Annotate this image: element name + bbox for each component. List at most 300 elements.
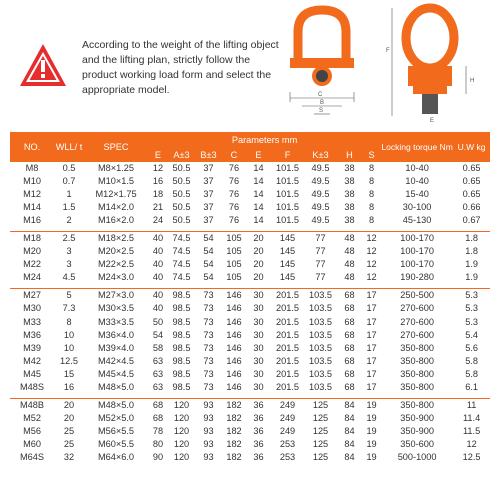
table-cell: 103.5 <box>309 342 332 353</box>
table-cell: 201.5 <box>276 355 299 366</box>
table-cell: 19 <box>366 438 377 449</box>
table-cell: 103.5 <box>309 329 332 340</box>
table-cell: 77 <box>315 246 326 257</box>
table-row <box>10 329 490 342</box>
table-cell: M36×4.0 <box>97 329 134 340</box>
table-cell: 77 <box>315 233 326 244</box>
table-cell: 1.8 <box>465 233 478 244</box>
table-cell: 125 <box>312 399 329 410</box>
table-row <box>10 342 490 355</box>
table-cell: 20 <box>63 399 75 410</box>
table-cell: 68 <box>344 303 355 314</box>
table-cell: M48S <box>19 381 44 392</box>
table-cell: 36 <box>253 425 264 436</box>
table-cell: 21 <box>152 202 164 213</box>
table-cell: 76 <box>228 202 240 213</box>
table-cell: 103.5 <box>309 368 332 379</box>
table-cell: 50.5 <box>172 189 191 200</box>
subheader-param: C <box>222 148 246 162</box>
table-cell: 190-280 <box>400 272 434 283</box>
table-cell: M52 <box>23 412 41 423</box>
table-cell: 500-1000 <box>397 452 437 462</box>
header-area <box>0 0 500 128</box>
table-cell: 20 <box>253 259 264 270</box>
table-cell: 37 <box>203 189 214 200</box>
table-cell: M42 <box>23 355 41 366</box>
table-cell: 73 <box>203 316 214 327</box>
table-cell: 38 <box>344 176 355 187</box>
table-cell: 84 <box>344 438 355 449</box>
table-cell: M20 <box>23 246 41 257</box>
table-cell: 30 <box>253 303 264 314</box>
subheader-param: E <box>246 148 271 162</box>
subheader-param: B±3 <box>195 148 222 162</box>
table-cell: M18×2.5 <box>97 233 134 244</box>
table-cell: 103.5 <box>309 316 332 327</box>
table-cell: 17 <box>366 290 377 301</box>
table-cell: 1.8 <box>465 246 478 257</box>
table-row <box>10 245 490 258</box>
table-cell: 253 <box>279 438 296 449</box>
table-cell: 103.5 <box>309 290 332 301</box>
table-cell: 78 <box>152 425 164 436</box>
table-cell: 350-900 <box>400 425 434 436</box>
table-cell: 5.8 <box>465 355 478 366</box>
table-cell: 120 <box>173 452 190 462</box>
table-cell: 30 <box>253 381 264 392</box>
table-cell: M60 <box>23 438 41 449</box>
table-cell: 201.5 <box>276 303 299 314</box>
table-cell: M24 <box>23 272 41 283</box>
table-cell: 54 <box>203 259 214 270</box>
table-cell: 98.5 <box>172 342 191 353</box>
table-cell: 100-170 <box>400 233 434 244</box>
table-cell: 38 <box>344 163 355 174</box>
table-row <box>10 316 490 329</box>
subheader-param: E <box>148 148 168 162</box>
table-cell: 14 <box>253 189 264 200</box>
table-cell: 182 <box>226 425 242 436</box>
table-cell: 350-800 <box>400 355 434 366</box>
table-cell: M60×5.5 <box>97 438 134 449</box>
diagram-label-h: H <box>470 78 475 84</box>
table-cell: 146 <box>226 316 242 327</box>
table-cell: 3 <box>66 259 72 270</box>
table-cell: 5.6 <box>465 342 478 353</box>
table-cell: 68 <box>344 329 355 340</box>
table-cell: 11.5 <box>463 425 481 436</box>
table-cell: M20×2.5 <box>97 246 134 257</box>
table-cell: 10 <box>63 342 75 353</box>
table-cell: 30 <box>253 316 264 327</box>
table-cell: 15-40 <box>405 189 429 200</box>
table-cell: 98.5 <box>172 329 191 340</box>
table-cell: 1.9 <box>465 272 478 283</box>
table-cell: 49.5 <box>311 189 330 200</box>
table-cell: 103.5 <box>309 355 332 366</box>
table-cell: 8 <box>66 316 72 327</box>
subheader-param: A±3 <box>168 148 195 162</box>
table-row <box>10 302 490 315</box>
table-row <box>10 201 490 214</box>
specification-table <box>10 132 490 464</box>
table-cell: 120 <box>173 438 190 449</box>
table-cell: 350-800 <box>400 368 434 379</box>
table-cell: 249 <box>279 425 296 436</box>
table-cell: M27 <box>23 290 41 301</box>
table-row <box>10 412 490 425</box>
table-cell: 120 <box>173 425 190 436</box>
table-cell: 182 <box>226 438 242 449</box>
table-cell: 17 <box>366 342 377 353</box>
table-cell: 24 <box>152 215 164 226</box>
table-row <box>10 368 490 381</box>
table-cell: 10 <box>63 329 75 340</box>
table-cell: M33×3.5 <box>97 316 134 327</box>
table-cell: 54 <box>203 272 214 283</box>
table-cell: 74.5 <box>172 233 191 244</box>
table-cell: 14 <box>253 215 264 226</box>
diagram-label-b: B <box>320 100 325 106</box>
table-cell: 1 <box>66 189 72 200</box>
table-cell: 5.4 <box>465 329 478 340</box>
table-cell: 40 <box>152 259 164 270</box>
table-cell: 25 <box>63 438 75 449</box>
table-cell: 125 <box>312 438 329 449</box>
table-row <box>10 162 490 175</box>
table-cell: 38 <box>344 202 355 213</box>
table-cell: 8 <box>368 215 375 226</box>
table-cell: 146 <box>226 329 242 340</box>
table-cell: M48B <box>19 399 44 410</box>
table-cell: 76 <box>228 176 240 187</box>
table-cell: M56 <box>23 425 41 436</box>
table-cell: 182 <box>226 399 242 410</box>
table-cell: 350-600 <box>400 438 434 449</box>
table-cell: 5.3 <box>465 316 478 327</box>
table-cell: 19 <box>366 452 377 462</box>
table-cell: 73 <box>203 381 214 392</box>
table-cell: 68 <box>344 342 355 353</box>
table-cell: 125 <box>312 452 329 462</box>
table-cell: 7.3 <box>62 303 76 314</box>
table-cell: 8 <box>368 176 375 187</box>
table-cell: 201.5 <box>276 329 299 340</box>
table-cell: M16×2.0 <box>97 215 134 226</box>
table-cell: 50 <box>152 316 164 327</box>
table-cell: 98.5 <box>172 290 191 301</box>
table-cell: 0.7 <box>62 176 76 187</box>
table-cell: 93 <box>203 399 214 410</box>
table-cell: 20 <box>63 412 75 423</box>
diagram-label-f: F <box>386 48 390 54</box>
table-cell: 49.5 <box>311 176 330 187</box>
diagram-label-e: E <box>430 118 435 124</box>
table-cell: 20 <box>253 272 264 283</box>
table-cell: M52×5.0 <box>97 412 134 423</box>
table-cell: 11 <box>466 399 477 410</box>
table-cell: 103.5 <box>309 381 332 392</box>
table-cell: M27×3.0 <box>97 290 134 301</box>
table-cell: 101.5 <box>276 215 299 226</box>
table-cell: 63 <box>152 355 164 366</box>
table-cell: 40 <box>152 303 164 314</box>
table-cell: 36 <box>253 438 264 449</box>
table-cell: M12×1.75 <box>95 189 137 200</box>
table-cell: 38 <box>344 215 355 226</box>
table-cell: 14 <box>253 202 264 213</box>
table-cell: 76 <box>228 163 240 174</box>
table-cell: 93 <box>203 412 214 423</box>
subheader-param: H <box>337 148 362 162</box>
table-row <box>10 398 490 412</box>
table-cell: 249 <box>279 399 296 410</box>
table-cell: 98.5 <box>172 368 191 379</box>
table-cell: 120 <box>173 399 190 410</box>
warning-triangle-icon <box>18 42 68 88</box>
table-cell: 350-900 <box>400 412 434 423</box>
table-cell: M33 <box>23 316 41 327</box>
table-cell: 145 <box>279 272 296 283</box>
table-cell: 30 <box>253 368 264 379</box>
table-cell: 49.5 <box>311 163 330 174</box>
table-cell: M18 <box>23 233 41 244</box>
table-cell: 145 <box>279 246 296 257</box>
table-cell: 54 <box>203 246 214 257</box>
table-row <box>10 258 490 271</box>
table-cell: M8×1.25 <box>97 163 134 174</box>
table-cell: 12 <box>366 246 377 257</box>
table-cell: M14×2.0 <box>97 202 134 213</box>
table-cell: 84 <box>344 425 355 436</box>
table-cell: 201.5 <box>276 381 299 392</box>
table-cell: 105 <box>226 246 242 257</box>
table-cell: 2.5 <box>62 233 76 244</box>
subheader-param: F <box>271 148 304 162</box>
table-cell: 76 <box>228 215 240 226</box>
table-cell: M42×4.5 <box>97 355 134 366</box>
table-cell: 0.67 <box>462 215 481 226</box>
table-cell: 30 <box>253 329 264 340</box>
table-cell: 4.5 <box>62 272 76 283</box>
table-row <box>10 425 490 438</box>
table-cell: 54 <box>152 329 164 340</box>
table-cell: 84 <box>344 412 355 423</box>
table-cell: 58 <box>152 342 164 353</box>
subheader-param: K±3 <box>304 148 337 162</box>
table-cell: M16 <box>23 215 41 226</box>
table-cell: 49.5 <box>311 215 330 226</box>
table-cell: 68 <box>344 368 355 379</box>
table-cell: 74.5 <box>172 272 191 283</box>
table-cell: 36 <box>253 412 264 423</box>
table-cell: 17 <box>366 316 377 327</box>
table-cell: 84 <box>344 399 355 410</box>
table-cell: 201.5 <box>276 342 299 353</box>
table-cell: 73 <box>203 355 214 366</box>
table-cell: 0.65 <box>462 163 481 174</box>
table-cell: M36 <box>23 329 41 340</box>
warning-text: According to the weight of the lifting object and the lifting plan, strictly follow the product working load form and select the appropriate model. <box>82 39 279 96</box>
table-cell: 16 <box>152 176 164 187</box>
table-cell: 77 <box>315 259 326 270</box>
table-row <box>10 451 490 464</box>
table-row <box>10 214 490 227</box>
table-cell: 17 <box>366 329 377 340</box>
table-cell: 73 <box>203 342 214 353</box>
table-cell: 250-500 <box>400 290 434 301</box>
table-cell: 74.5 <box>172 246 191 257</box>
table-cell: 270-600 <box>400 303 434 314</box>
table-cell: 101.5 <box>276 189 299 200</box>
table-row <box>10 438 490 451</box>
table-cell: 350-800 <box>400 399 434 410</box>
subheader-param: S <box>362 148 381 162</box>
table-cell: M10 <box>23 176 41 187</box>
table-cell: 146 <box>226 342 242 353</box>
table-cell: 145 <box>279 259 296 270</box>
header-locking-torque: Locking torque Nm <box>381 132 453 162</box>
table-cell: 105 <box>226 272 242 283</box>
table-cell: 93 <box>203 452 214 462</box>
table-cell: 50.5 <box>172 215 191 226</box>
table-cell: 45-130 <box>402 215 432 226</box>
table-cell: 50.5 <box>172 176 191 187</box>
table-cell: 40 <box>152 246 164 257</box>
table-cell: 15 <box>63 368 75 379</box>
table-row <box>10 271 490 284</box>
table-cell: 98.5 <box>172 316 191 327</box>
table-cell: 17 <box>366 368 377 379</box>
table-cell: 25 <box>63 425 75 436</box>
table-cell: 5.3 <box>465 290 478 301</box>
table-cell: 80 <box>152 438 164 449</box>
table-cell: 19 <box>366 399 377 410</box>
table-cell: 12 <box>366 233 377 244</box>
table-cell: 12 <box>152 163 164 174</box>
header-no: NO. <box>10 132 54 162</box>
table-cell: 48 <box>344 259 355 270</box>
table-cell: 73 <box>203 368 214 379</box>
table-cell: M39×4.0 <box>97 342 134 353</box>
table-cell: 17 <box>366 355 377 366</box>
table-row <box>10 355 490 368</box>
table-cell: 125 <box>312 425 329 436</box>
table-cell: 68 <box>152 399 164 410</box>
table-cell: 103.5 <box>309 303 332 314</box>
table-cell: 12 <box>366 272 377 283</box>
table-cell: 100-170 <box>400 259 434 270</box>
table-cell: 253 <box>279 452 296 462</box>
table-cell: 38 <box>344 189 355 200</box>
table-cell: M22 <box>23 259 41 270</box>
table-cell: 50.5 <box>172 163 191 174</box>
table-cell: 37 <box>203 202 214 213</box>
table-cell: 32 <box>63 452 75 462</box>
table-cell: 48 <box>344 246 355 257</box>
table-cell: 146 <box>226 290 242 301</box>
table-cell: 14 <box>253 163 264 174</box>
table-cell: 3 <box>66 246 72 257</box>
table-cell: 145 <box>279 233 296 244</box>
table-cell: 93 <box>203 425 214 436</box>
table-cell: 17 <box>366 303 377 314</box>
table-cell: M56×5.5 <box>97 425 134 436</box>
table-cell: 90 <box>152 452 164 462</box>
table-cell: M8 <box>25 163 39 174</box>
table-cell: 73 <box>203 329 214 340</box>
table-cell: 16 <box>63 381 75 392</box>
table-cell: M45×4.5 <box>97 368 134 379</box>
table-cell: 73 <box>203 303 214 314</box>
table-cell: M30×3.5 <box>97 303 134 314</box>
table-cell: 201.5 <box>276 290 299 301</box>
table-cell: 68 <box>344 316 355 327</box>
table-cell: 30 <box>253 355 264 366</box>
swivel-hoist-ring-drawing <box>280 2 500 126</box>
table-cell: 48 <box>344 233 355 244</box>
table-cell: 30 <box>253 342 264 353</box>
table-cell: 270-600 <box>400 329 434 340</box>
table-cell: 8 <box>368 202 375 213</box>
table-row <box>10 289 490 303</box>
table-cell: 146 <box>226 381 242 392</box>
table-cell: 93 <box>203 438 214 449</box>
table-cell: 270-600 <box>400 316 434 327</box>
table-cell: 2 <box>66 215 72 226</box>
table-cell: M10×1.5 <box>97 176 134 187</box>
table-cell: M64×6.0 <box>97 452 134 462</box>
table-cell: 68 <box>344 355 355 366</box>
table-cell: M48×5.0 <box>97 381 134 392</box>
table-cell: 182 <box>226 452 242 462</box>
table-cell: 12 <box>366 259 377 270</box>
table-cell: M24×3.0 <box>97 272 134 283</box>
table-cell: 10-40 <box>405 163 429 174</box>
table-cell: 37 <box>203 163 214 174</box>
table-cell: 101.5 <box>276 163 299 174</box>
table-cell: M30 <box>23 303 41 314</box>
table-cell: 77 <box>315 272 326 283</box>
table-cell: 0.65 <box>462 189 481 200</box>
table-cell: M39 <box>23 342 41 353</box>
table-cell: M12 <box>23 189 41 200</box>
table-cell: 18 <box>152 189 164 200</box>
table-cell: 48 <box>344 272 355 283</box>
table-cell: 30 <box>253 290 264 301</box>
table-cell: M48×5.0 <box>97 399 134 410</box>
table-cell: 125 <box>312 412 329 423</box>
table-cell: 146 <box>226 355 242 366</box>
table-cell: M45 <box>23 368 41 379</box>
table-cell: 10-40 <box>405 176 429 187</box>
table-cell: 101.5 <box>276 176 299 187</box>
table-row <box>10 232 490 246</box>
table-cell: 6.1 <box>465 381 478 392</box>
diagram-label-c: C <box>318 92 323 98</box>
table-cell: 11.4 <box>463 412 481 423</box>
table-cell: 49.5 <box>311 202 330 213</box>
table-cell: 20 <box>253 233 264 244</box>
table-cell: 73 <box>203 290 214 301</box>
table-cell: 17 <box>366 381 377 392</box>
table-cell: 36 <box>253 452 264 462</box>
table-cell: 105 <box>226 233 242 244</box>
table-cell: 40 <box>152 272 164 283</box>
table-cell: 50.5 <box>172 202 191 213</box>
table-cell: 98.5 <box>172 355 191 366</box>
table-cell: 20 <box>253 246 264 257</box>
